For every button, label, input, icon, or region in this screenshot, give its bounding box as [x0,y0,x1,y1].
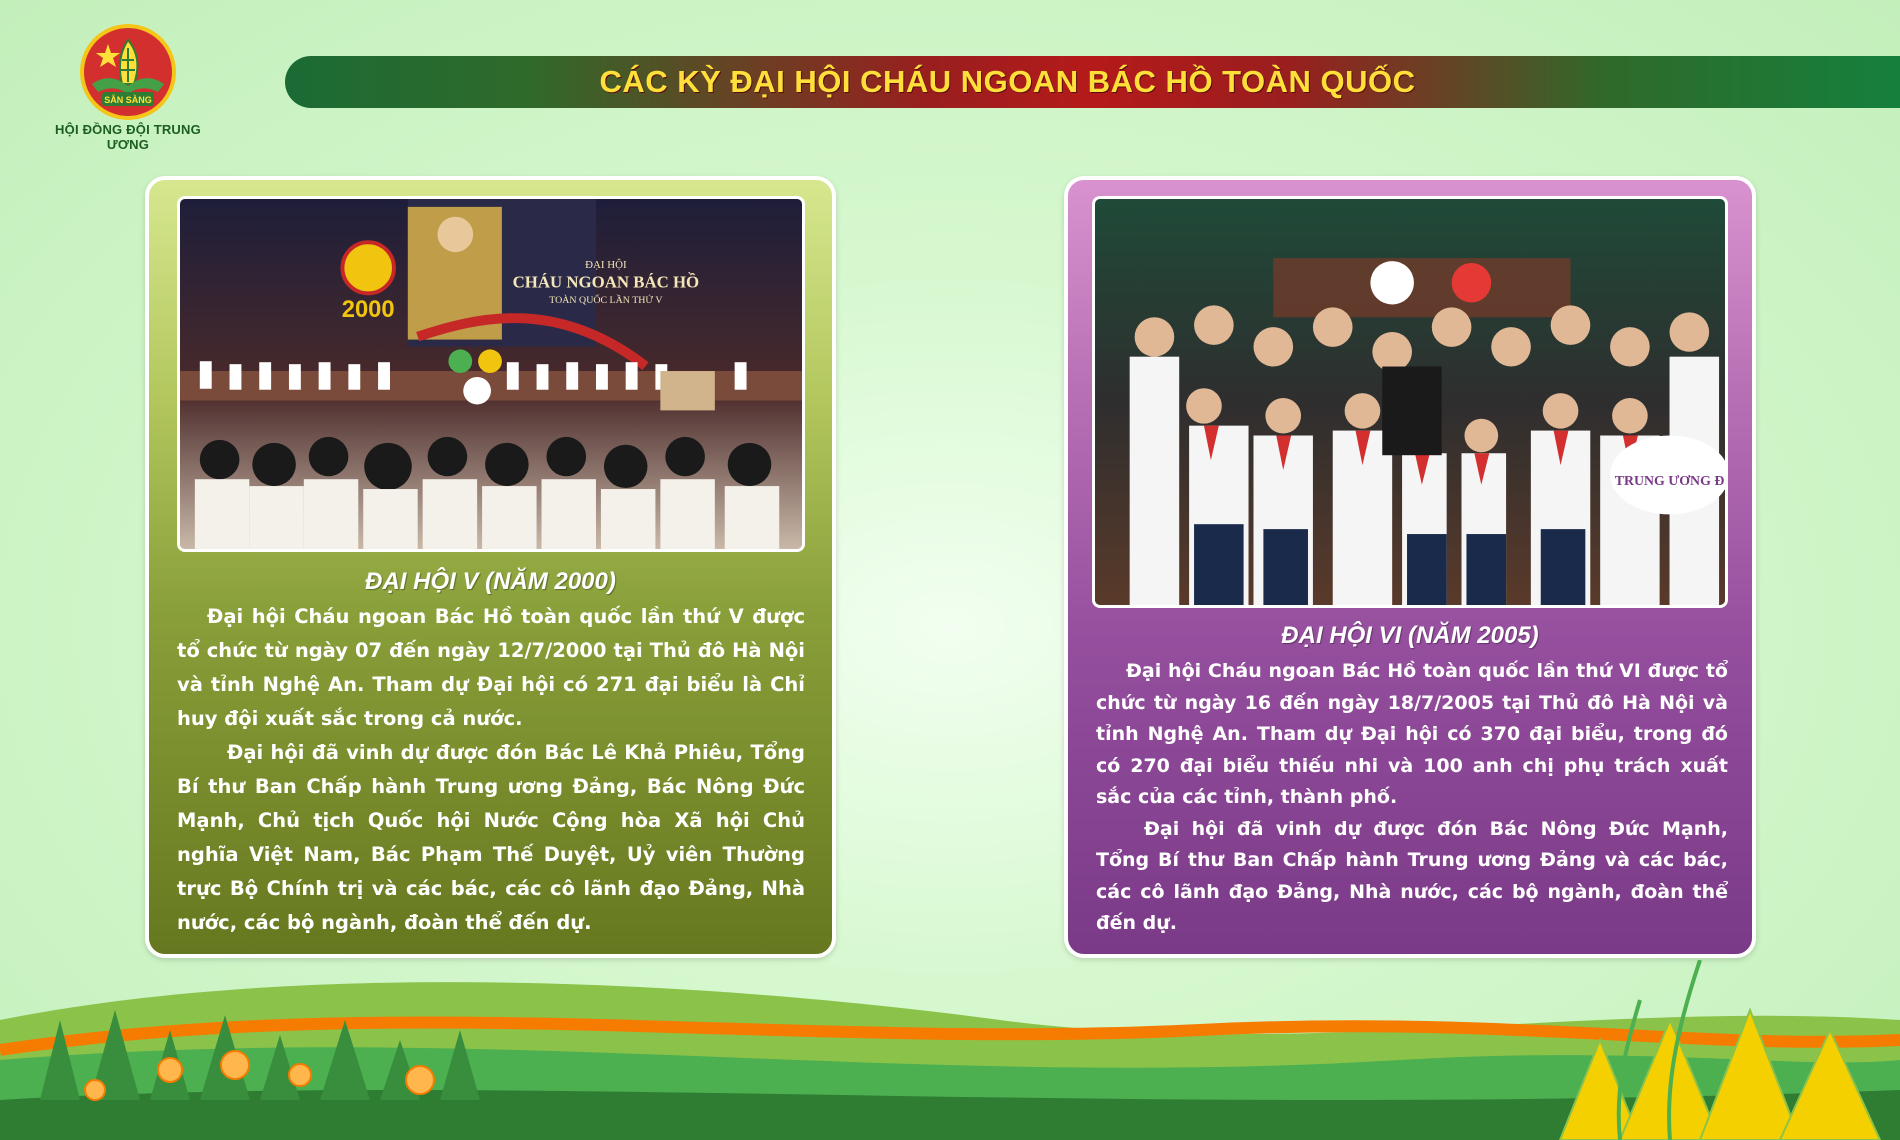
photo-stage-line1: ĐẠI HỘI [585,258,627,271]
group-photo [1095,199,1725,605]
photo-dai-hoi-v [177,196,805,552]
logo [38,22,218,152]
footer-decoration [0,960,1900,1140]
card-body-v [177,600,805,940]
org-name: HỘI ĐỒNG ĐỘI TRUNG ƯƠNG [55,122,201,152]
photo-sign-text: TRUNG ƯƠNG Đ [1614,472,1725,488]
hills-illustration [0,960,1900,1140]
title-banner [285,56,1900,108]
photo-stage-line2: CHÁU NGOAN BÁC HỒ [512,272,700,292]
card-body-vi [1096,656,1728,940]
paragraph: Đại hội đã vinh dự được đón Bác Lê Khả Phiêu, Tổng Bí thư Ban Chấp hành Trung ương Đảng, Bác Nông Đức Mạnh, Chủ tịch Quốc hội Nước Cộng hòa Xã hội Chủ nghĩa Việt Nam, Bác Phạm Thế Duyệt, Uỷ viên Thường trực Bộ Chính trị và các bác, các cô lãnh đạo Đảng, Nhà nước, các bộ ngành, đoàn thể đến dự. [177,741,805,934]
congress-stage-photo [180,199,802,549]
paragraph: Đại hội đã vinh dự được đón Bác Nông Đức Mạnh, Tổng Bí thư Ban Chấp hành Trung ương Đảng và các bác, các cô lãnh đạo Đảng, Nhà nước, các bộ ngành, đoàn thể đến dự. [1096,817,1728,934]
photo-dai-hoi-vi [1092,196,1728,608]
card-dai-hoi-v [145,176,836,958]
card-title-vi: ĐẠI HỘI VI (NĂM 2005) [1281,622,1539,649]
paragraph: Đại hội Cháu ngoan Bác Hồ toàn quốc lần thứ V được tổ chức từ ngày 07 đến ngày 12/7/2000 tại Thủ đô Hà Nội và tỉnh Nghệ An. Tham dự Đại hội có 271 đại biểu là Chỉ huy đội xuất sắc trong cả nước. [177,605,805,730]
card-dai-hoi-vi [1064,176,1756,958]
card-title-v: ĐẠI HỘI V (NĂM 2000) [365,568,616,595]
bamboo-badge-icon [78,22,178,122]
paragraph: Đại hội Cháu ngoan Bác Hồ toàn quốc lần thứ VI được tổ chức từ ngày 16 đến ngày 18/7/2005 tại Thủ đô Hà Nội và tỉnh Nghệ An. Tham dự Đại hội có 370 đại biểu, trong đó có 270 đại biểu thiếu nhi và 100 anh chị phụ trách xuất sắc của các tỉnh, thành phố. [1096,660,1728,808]
photo-year: 2000 [341,297,395,323]
badge-text: SẴN SÀNG [104,95,152,105]
page-title: CÁC KỲ ĐẠI HỘI CHÁU NGOAN BÁC HỒ TOÀN QUỐC [599,64,1416,99]
photo-stage-line3: TOÀN QUỐC LẦN THỨ V [549,295,663,307]
